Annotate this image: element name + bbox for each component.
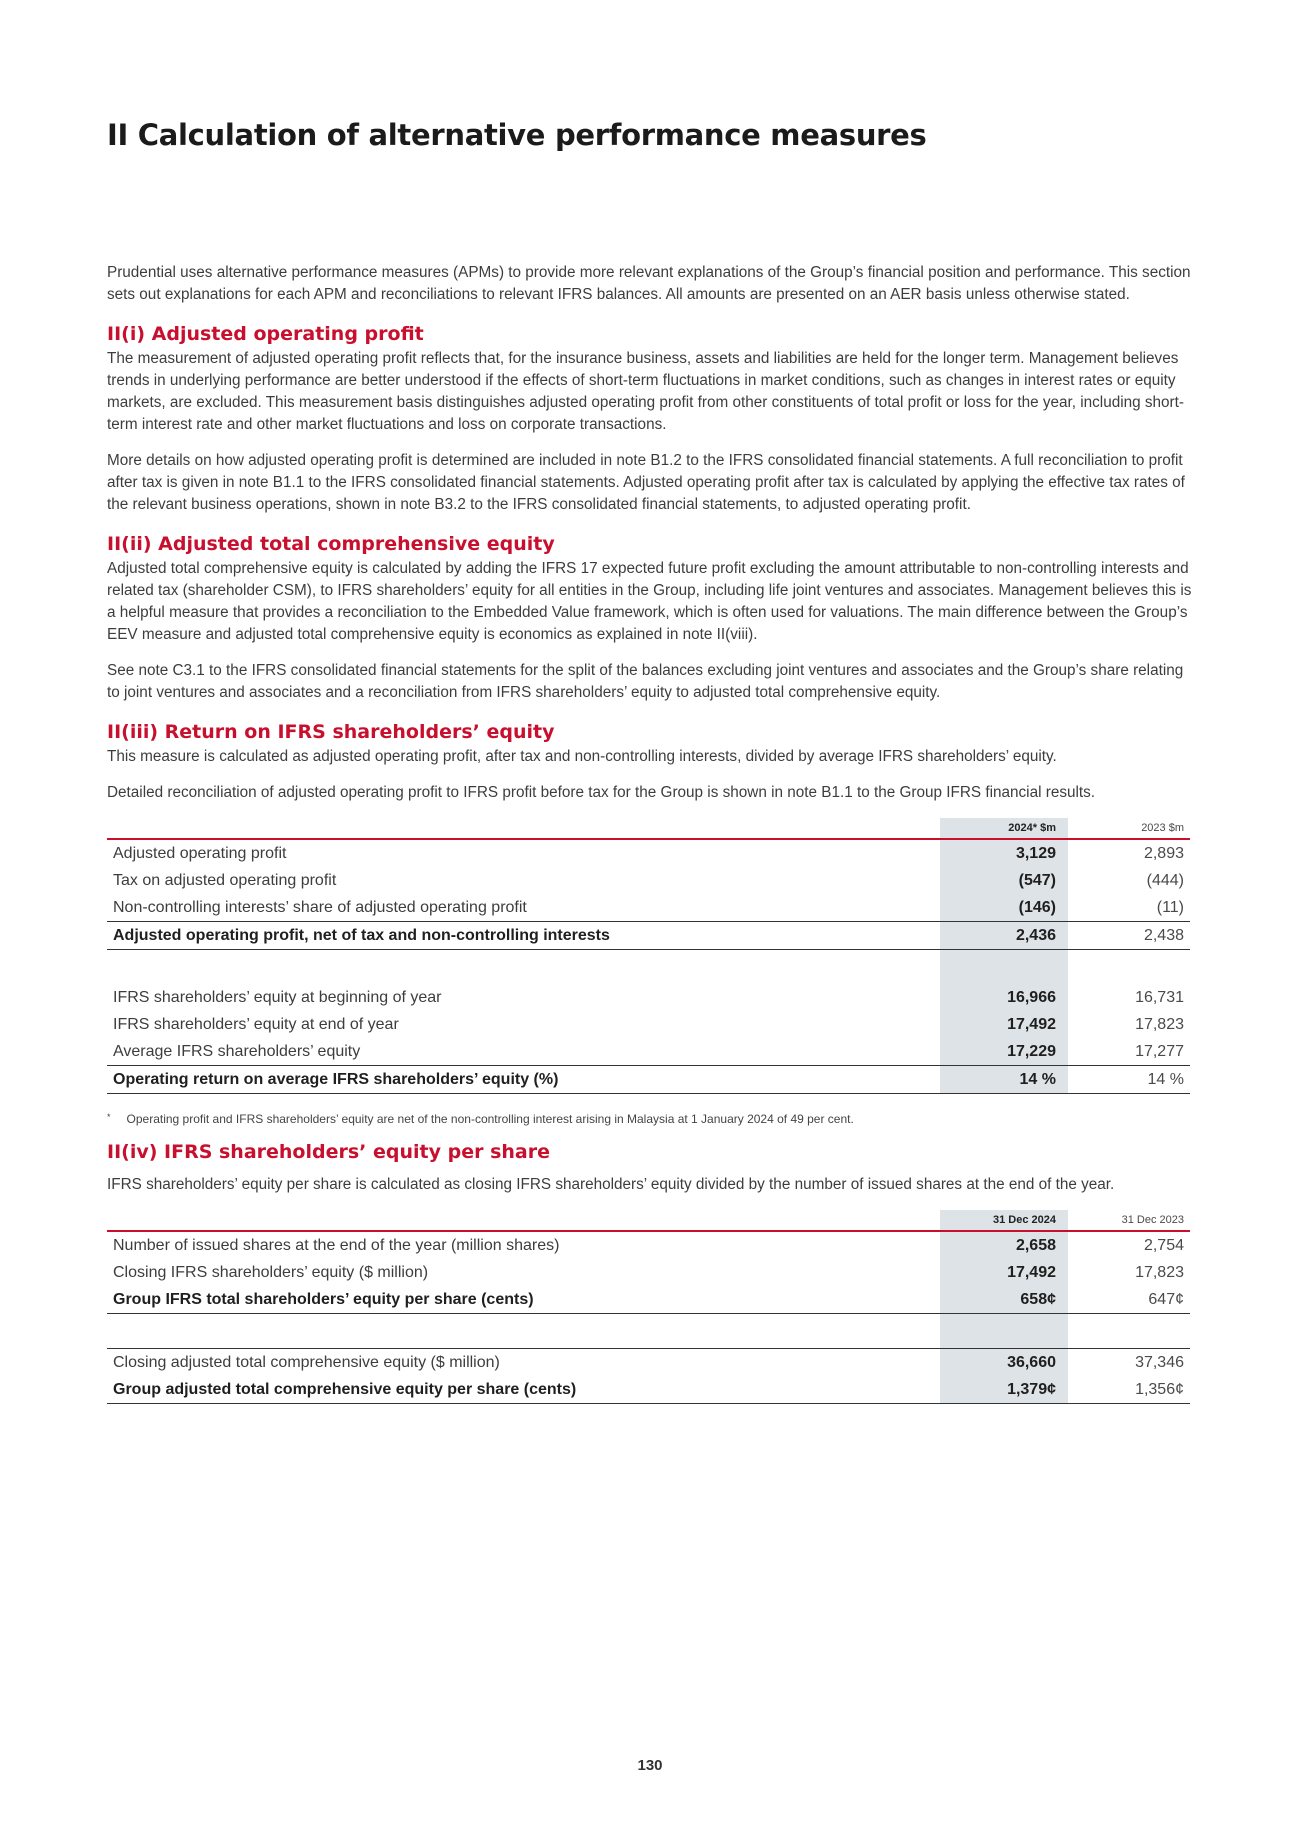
value-current: 17,492: [940, 1259, 1068, 1286]
value-prior: 2,438: [1068, 922, 1190, 950]
section-heading: II(iv) IFRS shareholders’ equity per share: [107, 1141, 550, 1163]
value-prior: 16,731: [1135, 989, 1184, 1006]
paragraph: This measure is calculated as adjusted operating profit, after tax and non-controlling interests, divided by average IFRS shareholders’ equity.: [107, 748, 1057, 765]
value-current: 658¢: [940, 1286, 1068, 1314]
value-prior: 17,277: [1135, 1043, 1184, 1060]
page-title: II Calculation of alternative performance measures: [107, 118, 927, 152]
table-header-row: [107, 818, 1190, 839]
paragraph: More details on how adjusted operating profit is determined are included in note B1.2 to the IFRS consolidated financial statements. A full reconciliation to profit after tax is given in note B1.1 to the IFRS consolidated financial statements. Adjusted operating profit after tax is calculated by applying the effective tax rates of the relevant business operations, shown in note B3.2 to the IFRS consolidated financial statements, to adjusted operating profit.: [107, 452, 1185, 513]
value-current: 1,379¢: [940, 1376, 1068, 1404]
value-current: 36,660: [940, 1349, 1068, 1377]
page-number: 130: [637, 1757, 663, 1774]
value-prior: 647¢: [1068, 1286, 1190, 1314]
value-prior: 17,823: [1135, 1264, 1184, 1281]
value-prior: 2,754: [1143, 1237, 1184, 1254]
value-current: 2,658: [940, 1231, 1068, 1259]
column-header-prior: 31 Dec 2023: [1068, 1210, 1190, 1231]
value-current: (547): [940, 867, 1068, 894]
value-current: 3,129: [940, 839, 1068, 867]
section-adjusted-operating-profit: [107, 320, 1192, 516]
column-header-current: 31 Dec 2024: [940, 1210, 1068, 1231]
value-prior: (11): [1156, 899, 1184, 916]
table-row: [107, 1259, 1190, 1286]
row-label: Operating return on average IFRS shareholders’ equity (%): [107, 1066, 940, 1094]
table-row: [107, 839, 1190, 867]
table-header-row: [107, 1210, 1190, 1231]
row-label: Closing adjusted total comprehensive equity ($ million): [113, 1354, 500, 1371]
section-return-on-equity: [107, 718, 1192, 804]
value-prior: 37,346: [1135, 1354, 1184, 1371]
table-total-row: [107, 1376, 1190, 1404]
paragraph: See note C3.1 to the IFRS consolidated financial statements for the split of the balances excluding joint ventures and associates and the Group’s share relating to joint ventures and associates and a reconciliation from IFRS shareholders’ equity to adjusted total comprehensive equity.: [107, 662, 1184, 701]
value-prior: 1,356¢: [1068, 1376, 1190, 1404]
row-label: Adjusted operating profit: [113, 845, 287, 862]
main-content: [107, 262, 1192, 1404]
section-heading: II(i) Adjusted operating profit: [107, 323, 424, 345]
row-label: Number of issued shares at the end of the year (million shares): [113, 1237, 560, 1254]
table-footnote: [107, 1112, 1192, 1126]
value-current: 17,229: [940, 1038, 1068, 1066]
row-label: Adjusted operating profit, net of tax and non-controlling interests: [107, 922, 940, 950]
footnote-marker: *: [107, 1112, 111, 1122]
table-row: [107, 1231, 1190, 1259]
table-row: [107, 984, 1190, 1011]
column-header-current: 2024* $m: [940, 818, 1068, 839]
section-heading: II(ii) Adjusted total comprehensive equity: [107, 533, 555, 555]
return-on-equity-table: [107, 818, 1190, 1094]
row-label: Group IFRS total shareholders’ equity per share (cents): [107, 1286, 940, 1314]
equity-per-share-table: [107, 1210, 1190, 1404]
paragraph: IFRS shareholders’ equity per share is calculated as closing IFRS shareholders’ equity divided by the number of issued shares at the end of the year.: [107, 1176, 1115, 1193]
value-current: 16,966: [940, 984, 1068, 1011]
table-total-row: [107, 1066, 1190, 1094]
value-current: 17,492: [940, 1011, 1068, 1038]
table-row: [107, 1038, 1190, 1066]
footnote-text: Operating profit and IFRS shareholders’ equity are net of the non-controlling interest arising in Malaysia at 1 January 2024 of 49 per cent.: [126, 1112, 854, 1126]
column-header-prior: 2023 $m: [1068, 818, 1190, 839]
table-row: [107, 894, 1190, 922]
section-adjusted-total-comprehensive-equity: [107, 530, 1192, 704]
paragraph: Adjusted total comprehensive equity is calculated by adding the IFRS 17 expected future profit excluding the amount attributable to non-controlling interests and related tax (shareholder CSM), to IFRS shareholders’ equity for all entities in the Group, including life joint ventures and associates. Management believes this is a helpful measure that provides a reconciliation to the Embedded Value framework, which is often used for valuations. The main difference between the Group’s EEV measure and adjusted total comprehensive equity is economics as explained in note II(viii).: [107, 560, 1192, 643]
row-label: IFRS shareholders’ equity at beginning of year: [113, 989, 442, 1006]
table-total-row: [107, 922, 1190, 950]
row-label: Average IFRS shareholders’ equity: [113, 1043, 361, 1060]
value-current: (146): [940, 894, 1068, 922]
row-label: Non-controlling interests’ share of adjusted operating profit: [113, 899, 527, 916]
paragraph: The measurement of adjusted operating profit reflects that, for the insurance business, assets and liabilities are held for the longer term. Management believes trends in underlying performance are better understood if the effects of short-term fluctuations in market conditions, such as changes in interest rates or equity markets, are excluded. This measurement basis distinguishes adjusted operating profit from other constituents of total profit or loss for the year, including short-term interest rate and other market fluctuations and loss on corporate transactions.: [107, 350, 1184, 433]
paragraph: Detailed reconciliation of adjusted operating profit to IFRS profit before tax for the Group is shown in note B1.1 to the Group IFRS financial results.: [107, 784, 1096, 801]
value-prior: (444): [1146, 872, 1184, 889]
row-label: Tax on adjusted operating profit: [113, 872, 337, 889]
section-heading: II(iii) Return on IFRS shareholders’ equity: [107, 721, 555, 743]
table-row: [107, 1349, 1190, 1377]
row-label: Group adjusted total comprehensive equity per share (cents): [107, 1376, 940, 1404]
section-equity-per-share: [107, 1138, 1192, 1196]
value-prior: 14 %: [1068, 1066, 1190, 1094]
value-current: 14 %: [940, 1066, 1068, 1094]
intro-paragraph: Prudential uses alternative performance measures (APMs) to provide more relevant explanations of the Group’s financial position and performance. This section sets out explanations for each APM and reconciliations to relevant IFRS balances. All amounts are presented on an AER basis unless otherwise stated.: [107, 264, 1191, 303]
table-row: [107, 1011, 1190, 1038]
table-spacer: [107, 1314, 1190, 1349]
value-prior: 17,823: [1135, 1016, 1184, 1033]
table-row: [107, 867, 1190, 894]
table-spacer: [107, 950, 1190, 985]
row-label: Closing IFRS shareholders’ equity ($ million): [113, 1264, 429, 1281]
value-current: 2,436: [940, 922, 1068, 950]
value-prior: 2,893: [1143, 845, 1184, 862]
row-label: IFRS shareholders’ equity at end of year: [113, 1016, 399, 1033]
table-total-row: [107, 1286, 1190, 1314]
